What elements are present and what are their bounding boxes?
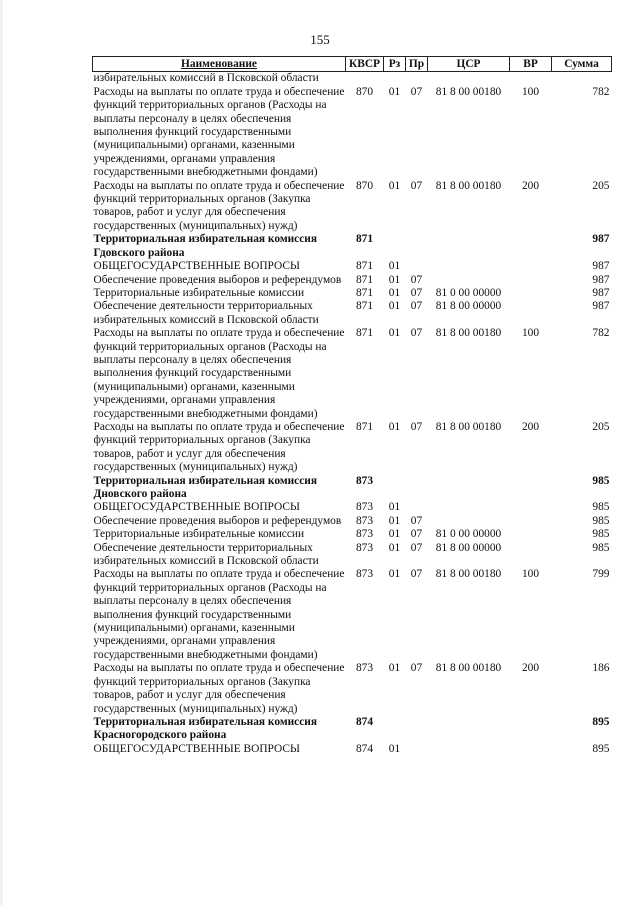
cell-name: Территориальная избирательная комиссия Красногородского района	[93, 715, 317, 742]
cell-name: ОБЩЕГОСУДАРСТВЕННЫЕ ВОПРОСЫ	[93, 260, 300, 273]
cell-name: ОБЩЕГОСУДАРСТВЕННЫЕ ВОПРОСЫ	[93, 501, 300, 514]
cell-kvsr: 871	[355, 420, 374, 433]
cell-csr	[428, 274, 510, 287]
table-row	[93, 528, 612, 541]
cell-rz: 01	[388, 273, 401, 286]
cell-rz: 01	[388, 501, 401, 514]
cell-csr: 81 8 00 00180	[435, 85, 502, 98]
table-row	[93, 501, 612, 514]
cell-name: Обеспечение деятельности территориальных избирательных комиссий в Псковской области	[93, 300, 319, 326]
cell-pr	[406, 743, 428, 756]
table-row	[93, 327, 612, 421]
cell-kvsr	[346, 72, 384, 86]
cell-pr: 07	[410, 300, 423, 313]
cell-name: ОБЩЕГОСУДАРСТВЕННЫЕ ВОПРОСЫ	[93, 742, 300, 755]
cell-kvsr: 871	[355, 273, 374, 286]
cell-kvsr: 874	[355, 715, 374, 728]
table-row	[93, 274, 612, 287]
cell-csr	[428, 716, 510, 743]
cell-rz: 01	[388, 420, 401, 433]
cell-vr: 100	[521, 568, 540, 581]
header-kvsr: КВСР	[346, 57, 384, 72]
cell-sum: 985	[592, 474, 610, 487]
cell-csr: 81 8 00 00180	[435, 568, 502, 581]
cell-vr	[510, 528, 552, 541]
cell-vr: 200	[521, 179, 540, 192]
cell-name: Обеспечение проведения выборов и референдумов	[93, 514, 342, 527]
cell-sum: 895	[592, 742, 610, 755]
cell-csr: 81 8 00 00180	[435, 662, 502, 675]
cell-pr: 07	[410, 662, 423, 675]
cell-vr	[510, 475, 552, 502]
table-row	[93, 287, 612, 300]
cell-sum: 987	[592, 233, 610, 246]
cell-kvsr: 873	[355, 568, 374, 581]
cell-vr	[510, 260, 552, 273]
cell-csr: 81 8 00 00000	[435, 541, 502, 554]
cell-name: Расходы на выплаты по оплате труда и обеспечение функций территориальных органов (Закупка товаров, работ и услуг для обеспечения государственных (муниципальных) нужд)	[93, 662, 345, 715]
cell-sum: 985	[592, 528, 610, 541]
cell-sum: 799	[592, 568, 610, 581]
scan-edge	[0, 0, 3, 905]
table-row	[93, 662, 612, 716]
cell-vr	[510, 300, 552, 327]
cell-csr	[428, 501, 510, 514]
cell-kvsr: 873	[355, 514, 374, 527]
cell-sum: 985	[592, 541, 610, 554]
header-csr: ЦСР	[428, 57, 510, 72]
cell-vr	[510, 743, 552, 756]
header-vr: ВР	[510, 57, 552, 72]
cell-kvsr: 870	[355, 85, 374, 98]
table-row	[93, 180, 612, 234]
cell-vr	[510, 233, 552, 260]
cell-pr: 07	[410, 541, 423, 554]
cell-kvsr: 873	[355, 541, 374, 554]
cell-sum	[552, 72, 612, 86]
cell-kvsr: 871	[355, 286, 374, 299]
cell-rz: 01	[388, 327, 401, 340]
cell-pr: 07	[410, 528, 423, 541]
table-row	[93, 421, 612, 475]
cell-sum: 782	[592, 85, 610, 98]
cell-name: Обеспечение деятельности территориальных избирательных комиссий в Псковской области	[93, 541, 319, 568]
cell-vr: 100	[521, 85, 540, 98]
cell-name: Территориальные избирательные комиссии	[93, 528, 305, 541]
cell-kvsr: 871	[355, 260, 374, 273]
cell-vr	[510, 515, 552, 528]
cell-vr	[510, 501, 552, 514]
cell-rz: 01	[388, 528, 401, 541]
cell-vr	[510, 716, 552, 743]
cell-sum: 186	[592, 662, 610, 675]
cell-name: Расходы на выплаты по оплате труда и обеспечение функций территориальных органов (Расходы на выплаты персоналу в целях обеспечения выполнения функций государственными (муниципальными) органами, казенными учреждениями, органами управления государственными внебюджетными фондами)	[93, 327, 345, 420]
cell-rz: 01	[388, 662, 401, 675]
cell-name: Обеспечение проведения выборов и референдумов	[93, 273, 342, 286]
budget-table	[92, 56, 612, 756]
cell-csr: 81 0 00 00000	[435, 286, 502, 299]
cell-pr: 07	[410, 514, 423, 527]
cell-name: Территориальная избирательная комиссия Гдовского района	[93, 233, 317, 259]
cell-csr	[428, 233, 510, 260]
cell-vr: 100	[521, 327, 540, 340]
cell-kvsr: 873	[355, 474, 374, 487]
cell-pr	[406, 475, 428, 502]
cell-sum: 985	[592, 514, 610, 527]
cell-csr: 81 8 00 00180	[435, 420, 502, 433]
cell-name: Расходы на выплаты по оплате труда и обеспечение функций территориальных органов (Закупка товаров, работ и услуг для обеспечения государственных (муниципальных) нужд)	[93, 179, 345, 232]
cell-name: Территориальная избирательная комиссия Дновского района	[93, 474, 317, 500]
cell-rz	[384, 716, 406, 743]
cell-pr	[406, 260, 428, 273]
cell-rz	[384, 233, 406, 260]
cell-vr	[510, 287, 552, 300]
table-body	[93, 72, 612, 756]
page-number: 155	[310, 32, 330, 47]
table-row	[93, 568, 612, 662]
cell-pr: 07	[410, 568, 423, 581]
cell-kvsr: 874	[355, 742, 374, 755]
cell-csr	[428, 515, 510, 528]
cell-vr	[510, 72, 552, 86]
cell-pr: 07	[410, 179, 423, 192]
cell-sum: 987	[592, 286, 610, 299]
cell-csr: 81 8 00 00180	[435, 327, 502, 340]
cell-kvsr: 871	[355, 300, 374, 313]
cell-pr	[406, 72, 428, 86]
cell-vr: 200	[521, 420, 540, 433]
cell-sum: 987	[592, 300, 610, 313]
header-sum: Сумма	[552, 57, 612, 72]
header-pr: Пр	[406, 57, 428, 72]
table-row	[93, 233, 612, 260]
cell-csr	[428, 72, 510, 86]
table-row	[93, 542, 612, 569]
cell-rz: 01	[388, 568, 401, 581]
cell-pr: 07	[410, 327, 423, 340]
cell-rz: 01	[388, 300, 401, 313]
table-row	[93, 260, 612, 273]
cell-kvsr: 871	[355, 327, 374, 340]
cell-pr	[406, 501, 428, 514]
cell-name: Расходы на выплаты по оплате труда и обеспечение функций территориальных органов (Закупка товаров, работ и услуг для обеспечения государственных (муниципальных) нужд)	[93, 420, 345, 474]
cell-sum: 205	[592, 420, 610, 433]
table-row	[93, 72, 612, 86]
cell-kvsr: 871	[355, 233, 374, 246]
cell-rz: 01	[388, 179, 401, 192]
cell-csr: 81 8 00 00000	[435, 300, 502, 313]
cell-kvsr: 870	[355, 179, 374, 192]
cell-rz	[384, 475, 406, 502]
cell-name: Территориальные избирательные комиссии	[93, 286, 305, 299]
cell-sum: 987	[592, 273, 610, 286]
cell-sum: 895	[592, 715, 610, 728]
cell-sum: 205	[592, 179, 610, 192]
cell-vr	[510, 274, 552, 287]
header-name: Наименование	[93, 57, 346, 72]
cell-sum: 985	[592, 501, 610, 514]
cell-csr	[428, 260, 510, 273]
cell-kvsr: 873	[355, 501, 374, 514]
table-row	[93, 86, 612, 180]
cell-rz	[384, 72, 406, 86]
table-row	[93, 475, 612, 502]
table-row	[93, 743, 612, 756]
cell-rz: 01	[388, 541, 401, 554]
cell-pr	[406, 716, 428, 743]
cell-csr: 81 8 00 00180	[435, 179, 502, 192]
cell-kvsr: 873	[355, 662, 374, 675]
cell-pr	[406, 233, 428, 260]
cell-rz: 01	[388, 514, 401, 527]
cell-csr	[428, 475, 510, 502]
cell-rz: 01	[388, 85, 401, 98]
cell-pr: 07	[410, 85, 423, 98]
cell-csr	[428, 743, 510, 756]
cell-csr: 81 0 00 00000	[435, 528, 502, 541]
cell-name: Расходы на выплаты по оплате труда и обеспечение функций территориальных органов (Расходы на выплаты персоналу в целях обеспечения выполнения функций государственными (муниципальными) органами, казенными учреждениями, органами управления государственными внебюджетными фондами)	[93, 568, 345, 661]
table-row	[93, 515, 612, 528]
table-row	[93, 716, 612, 743]
table-header	[93, 57, 612, 72]
cell-vr: 200	[521, 662, 540, 675]
cell-pr: 07	[410, 286, 423, 299]
table-row	[93, 300, 612, 327]
cell-rz: 01	[388, 742, 401, 755]
cell-sum: 782	[592, 327, 610, 340]
cell-sum: 987	[592, 260, 610, 273]
cell-name: Расходы на выплаты по оплате труда и обеспечение функций территориальных органов (Расходы на выплаты персоналу в целях обеспечения выполнения функций государственными (муниципальными) органами, казенными учреждениями, органами управления государственными внебюджетными фондами)	[93, 85, 345, 179]
cell-rz: 01	[388, 260, 401, 273]
cell-pr: 07	[410, 420, 423, 433]
cell-vr	[510, 542, 552, 569]
cell-pr: 07	[410, 273, 423, 286]
cell-name: избирательных комиссий в Псковской области	[93, 72, 319, 85]
cell-kvsr: 873	[355, 528, 374, 541]
cell-rz: 01	[388, 286, 401, 299]
header-rz: Рз	[384, 57, 406, 72]
